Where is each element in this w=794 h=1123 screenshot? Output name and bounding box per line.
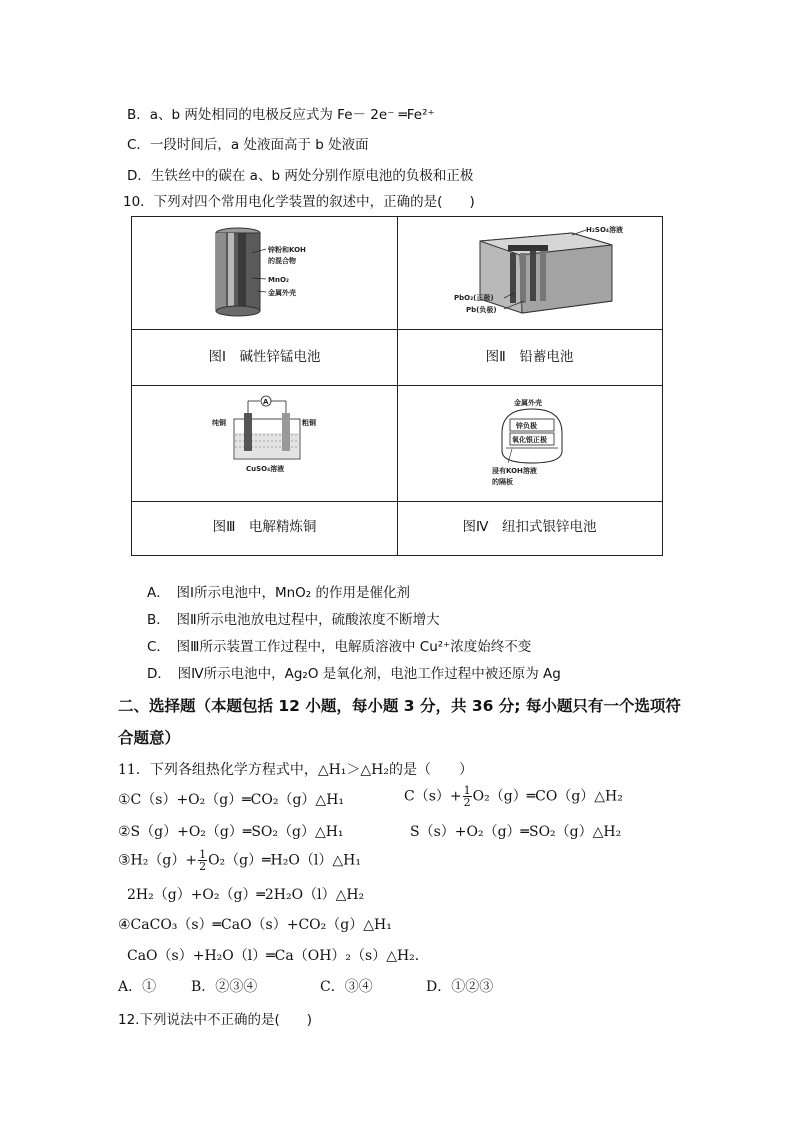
- fig3-label-cuso4: CuSO₄溶液: [246, 465, 285, 473]
- q9-option-c: C．一段时间后，a 处液面高于 b 处液面: [127, 137, 369, 153]
- fig2-label-pb: Pb(负极): [466, 306, 497, 314]
- fig4-label-separator: 浸有KOH溶液: [492, 467, 537, 475]
- q11-choice-a: A．①: [118, 979, 157, 995]
- fig1-battery-diagram: [202, 223, 342, 323]
- q11-eq1a: ①C（s）+O₂（g）═CO₂（g）△H₁: [118, 792, 345, 808]
- q11-eq3b: 2H₂（g）+O₂（g）═2H₂O（l）△H₂: [127, 887, 365, 903]
- q12-stem: 12.下列说法中不正确的是( ): [118, 1012, 313, 1028]
- q11-eq2a: ②S（g）+O₂（g）═SO₂（g）△H₁: [118, 824, 344, 840]
- table-divider: [132, 501, 662, 502]
- q9-option-b: B．a、b 两处相同的电极反应式为 Fe－ 2e⁻ ═Fe²⁺: [127, 107, 435, 123]
- q10-option-d: D． 图Ⅳ所示电池中，Ag₂O 是氧化剂，电池工作过程中被还原为 Ag: [147, 666, 561, 682]
- fig4-caption: 图Ⅳ 纽扣式银锌电池: [462, 519, 597, 535]
- q11-eq1b: C（s）+ $\frac{1}{2}$ O₂（g）═CO（g）△H₂: [404, 784, 623, 809]
- fig3-electrolysis-diagram: [212, 393, 322, 489]
- fig3-label-pure-cu: 纯铜: [212, 419, 226, 427]
- q9-option-d: D．生铁丝中的碳在 a、b 两处分别作原电池的负极和正极: [127, 168, 474, 184]
- fig1-label-mno2: MnO₂: [268, 276, 289, 284]
- q11-choice-b: B．②③④: [191, 979, 258, 995]
- section2-heading-line1: 二、选择题（本题包括 12 小题，每小题 3 分，共 36 分; 每小题只有一个选项符: [118, 697, 681, 715]
- q11-eq2b: S（s）+O₂（g）═SO₂（g）△H₂: [410, 824, 622, 840]
- q11-choice-c: C．③④: [320, 979, 373, 995]
- q11-choice-d: D．①②③: [426, 979, 494, 995]
- table-divider: [132, 385, 662, 386]
- q10-option-b: B． 图Ⅱ所示电池放电过程中，硫酸浓度不断增大: [147, 612, 440, 628]
- q10-option-a: A． 图Ⅰ所示电池中，MnO₂ 的作用是催化剂: [147, 585, 410, 601]
- fig1-label-mixture: 的混合物: [268, 257, 296, 265]
- fig2-caption: 图Ⅱ 铅蓄电池: [485, 349, 574, 365]
- fig3-ammeter-icon: A: [263, 398, 269, 406]
- fig2-label-pbo2: PbO₂(正极): [454, 294, 494, 302]
- fig1-caption: 图Ⅰ 碱性锌锰电池: [208, 349, 321, 365]
- q10-stem: 10．下列对四个常用电化学装置的叙述中，正确的是( ): [123, 194, 475, 210]
- q11-eq3a-fraction: $\frac{1}{2}$: [199, 848, 207, 873]
- q10-option-c: C． 图Ⅲ所示装置工作过程中，电解质溶液中 Cu²⁺浓度始终不变: [147, 639, 532, 655]
- fig4-button-battery-diagram: [482, 393, 592, 493]
- q11-eq1b-post: （g）═CO（g）△H₂: [489, 788, 623, 805]
- q11-eq3a: ③H₂（g）+ $\frac{1}{2}$ O₂（g）═H₂O（l）△H₁: [118, 848, 361, 873]
- fig2-label-acid: H₂SO₄溶液: [586, 226, 623, 234]
- fig2-battery-diagram: [452, 221, 642, 325]
- q11-eq1b-fraction: $\frac{1}{2}$: [463, 784, 471, 809]
- q11-eq4b: CaO（s）+H₂O（l）═Ca（OH）₂（s）△H₂.: [127, 948, 420, 964]
- section2-heading-line2: 合题意）: [118, 729, 181, 747]
- q11-eq1b-pre: C（s）+: [404, 788, 462, 805]
- fig3-label-crude-cu: 粗铜: [302, 419, 316, 427]
- fig4-label-separator-2: 的隔板: [492, 478, 513, 486]
- table-divider: [132, 329, 662, 330]
- q11-eq4a: ④CaCO₃（s）═CaO（s）+CO₂（g）△H₁: [118, 917, 392, 933]
- fig4-label-zinc: 锌负极: [516, 422, 537, 430]
- fig1-label-zinc: 锌粉和KOH: [268, 246, 306, 254]
- fig1-label-shell: 金属外壳: [268, 289, 296, 297]
- q10-figure-table: [131, 216, 663, 556]
- fig4-label-ag2o: 氧化银正极: [512, 436, 547, 444]
- q11-stem: 11．下列各组热化学方程式中，△H₁＞△H₂的是（ ）: [118, 762, 473, 778]
- fig4-label-shell: 金属外壳: [514, 399, 542, 407]
- table-divider-vertical: [397, 217, 398, 555]
- fig3-caption: 图Ⅲ 电解精炼铜: [212, 519, 317, 535]
